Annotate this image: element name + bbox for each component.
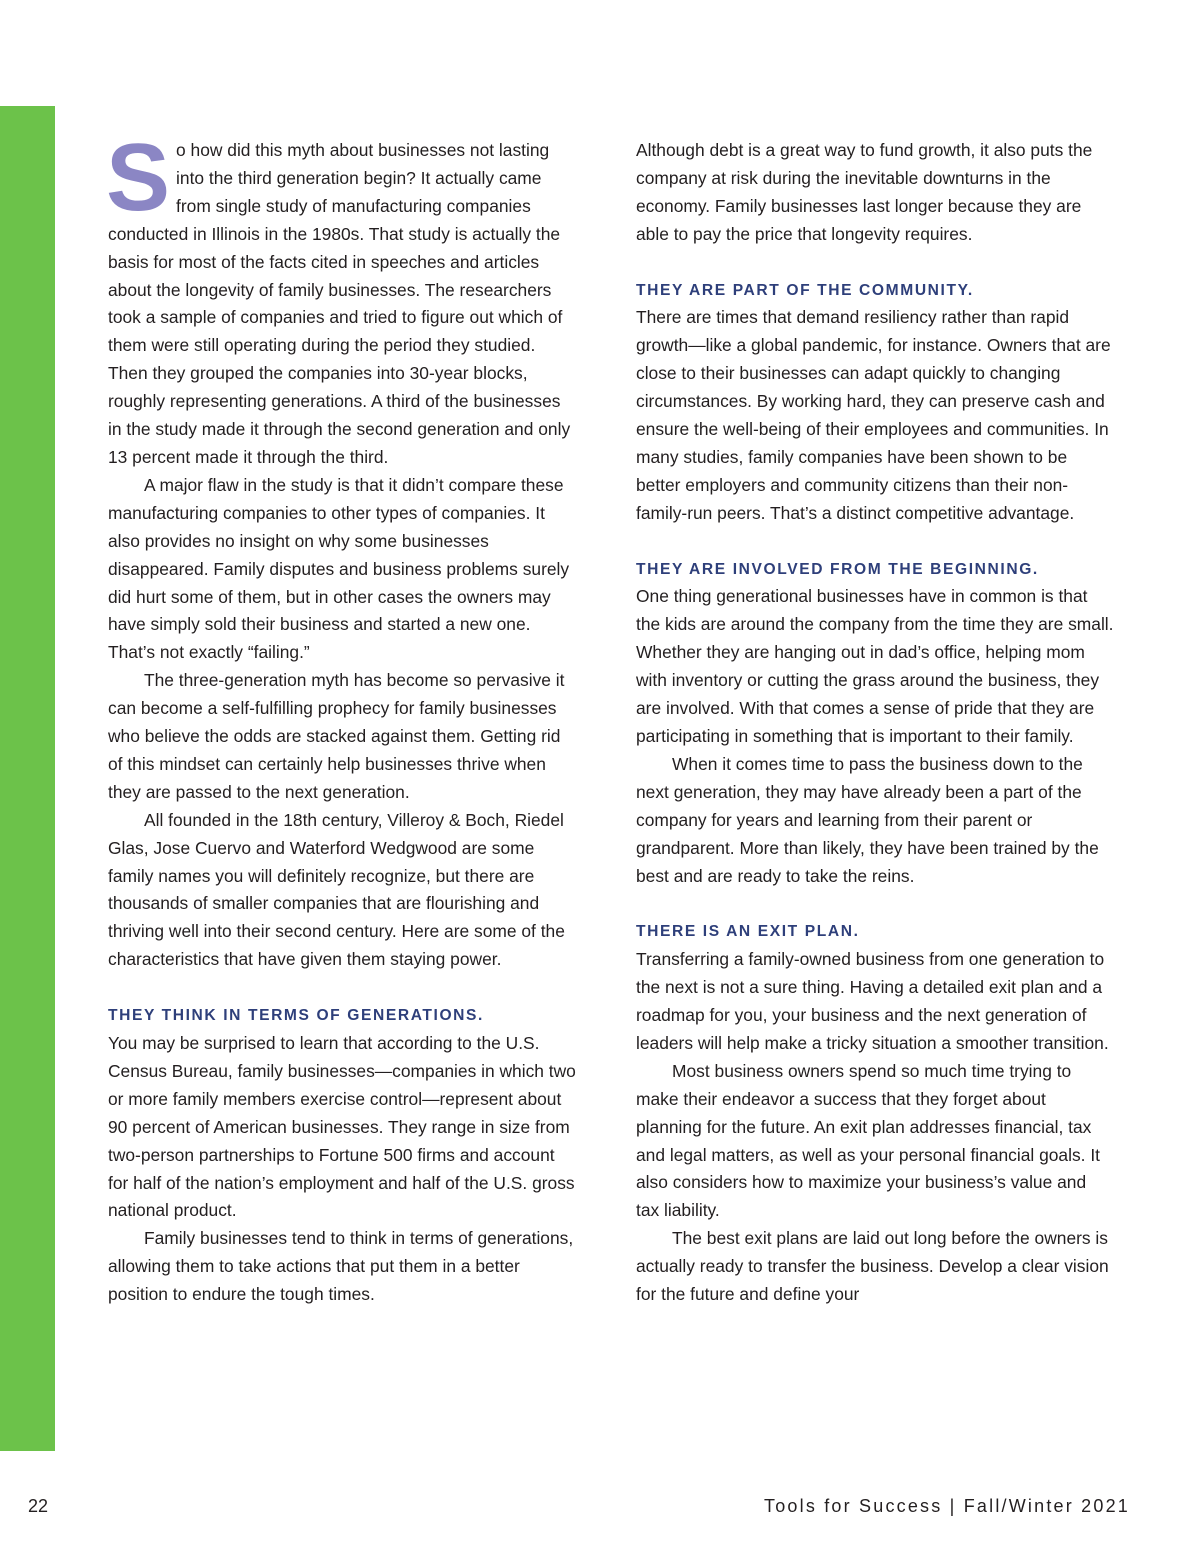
intro-paragraph	[106, 124, 578, 472]
paragraph-next-generation: When it comes time to pass the business down to the next generation, they may have already been a part of the company for years and learning from their parent or grandparent. More than likely, they have been trained by the best and are ready to take the reins.	[636, 753, 1099, 886]
paragraph-best-exit-plans: The best exit plans are laid out long before the owners is actually ready to transfer the business. Develop a clear vision for the future and define your	[636, 1228, 1109, 1305]
spacer	[636, 528, 1114, 556]
intro-text: o how did this myth about businesses not lasting into the third generation begin? It actually came from single study of manufacturing companies conducted in Illinois in the 1980s. That study is actually the basis for most of the facts cited in speeches and articles about the longevity of family businesses. The researchers took a sample of companies and tried to figure out which of them were still operating during the period they studied. Then they grouped the companies into 30-year blocks, roughly representing generations. A third of the businesses in the study made it through the second generation and only 13 percent made it through the third.	[108, 140, 571, 467]
paragraph-generations: Family businesses tend to think in terms of generations, allowing them to take actions that put them in a better position to endure the tough times.	[108, 1228, 574, 1305]
heading-beginning: THEY ARE INVOLVED FROM THE BEGINNING.	[636, 560, 1039, 578]
page-number: 22	[28, 1496, 49, 1516]
publication-footer: Tools for Success | Fall/Winter 2021	[764, 1496, 1130, 1516]
paragraph-myth: The three-generation myth has become so pervasive it can become a self-fulfilling prophecy for family businesses who believe the odds are stacked against them. Getting rid of this mindset can certainly help businesses thrive when they are passed to the next generation.	[108, 670, 565, 802]
paragraph-debt: Although debt is a great way to fund growth, it also puts the company at risk during the inevitable downturns in the economy. Family businesses last longer because they are able to pay the price that longevity requires.	[636, 140, 1093, 244]
spacer	[636, 249, 1114, 277]
paragraph-18th-century: All founded in the 18th century, Villeroy & Boch, Riedel Glas, Jose Cuervo and Waterford Wedgwood are some family names you will definitely recognize, but there are thousands of smaller companies that are flourishing and thriving well into their second century. Here are some of the characteristics that have given them staying power.	[108, 809, 565, 970]
paragraph-census: You may be surprised to learn that according to the U.S. Census Bureau, family businesses—companies in which two or more family members exercise control—represent about 90 percent of American businesses. They range in size from two-person partnerships to Fortune 500 firms and account for half of the nation’s employment and half of the U.S. gross national product.	[108, 1032, 576, 1221]
paragraph-transferring: Transferring a family-owned business from one generation to the next is not a sure thing. Having a detailed exit plan and a roadmap for you, your business and the next generation of leaders will help make a tricky situation a smoother transition.	[636, 949, 1109, 1053]
right-column	[636, 137, 1114, 1309]
drop-cap: S	[106, 124, 171, 231]
left-column	[106, 124, 578, 1309]
heading-generations: THEY THINK IN TERMS OF GENERATIONS.	[108, 1007, 484, 1025]
paragraph-resiliency: There are times that demand resiliency rather than rapid growth—like a global pandemic, for instance. Owners that are close to their businesses can adapt quickly to changing circumstances. By working hard, they can preserve cash and ensure the well-being of their employees and communities. In many studies, family companies have been shown to be better employers and community citizens than their non-family-run peers. That’s a distinct competitive advantage.	[636, 307, 1111, 523]
paragraph-study-flaw: A major flaw in the study is that it didn’t compare these manufacturing companies to other types of companies. It also provides no insight on why some businesses disappeared. Family disputes and business problems surely did hurt some of them, but in other cases the owners may have simply sold their business and started a new one. That’s not exactly “failing.”	[108, 474, 570, 663]
heading-community: THEY ARE PART OF THE COMMUNITY.	[636, 281, 974, 299]
heading-exit-plan: THERE IS AN EXIT PLAN.	[636, 923, 860, 941]
spacer	[636, 890, 1114, 918]
green-side-bar	[0, 106, 55, 1451]
paragraph-kids: One thing generational businesses have in common is that the kids are around the company from the time they are small. Whether they are hanging out in dad’s office, helping mom with inventory or cutting the grass around the business, they are involved. With that comes a sense of pride that they are participating in something that is important to their family.	[636, 586, 1114, 746]
spacer	[108, 974, 578, 1002]
paragraph-planning: Most business owners spend so much time trying to make their endeavor a success that they forget about planning for the future. An exit plan addresses financial, tax and legal matters, as well as your personal financial goals. It also considers how to maximize your business’s value and tax liability.	[636, 1060, 1100, 1221]
